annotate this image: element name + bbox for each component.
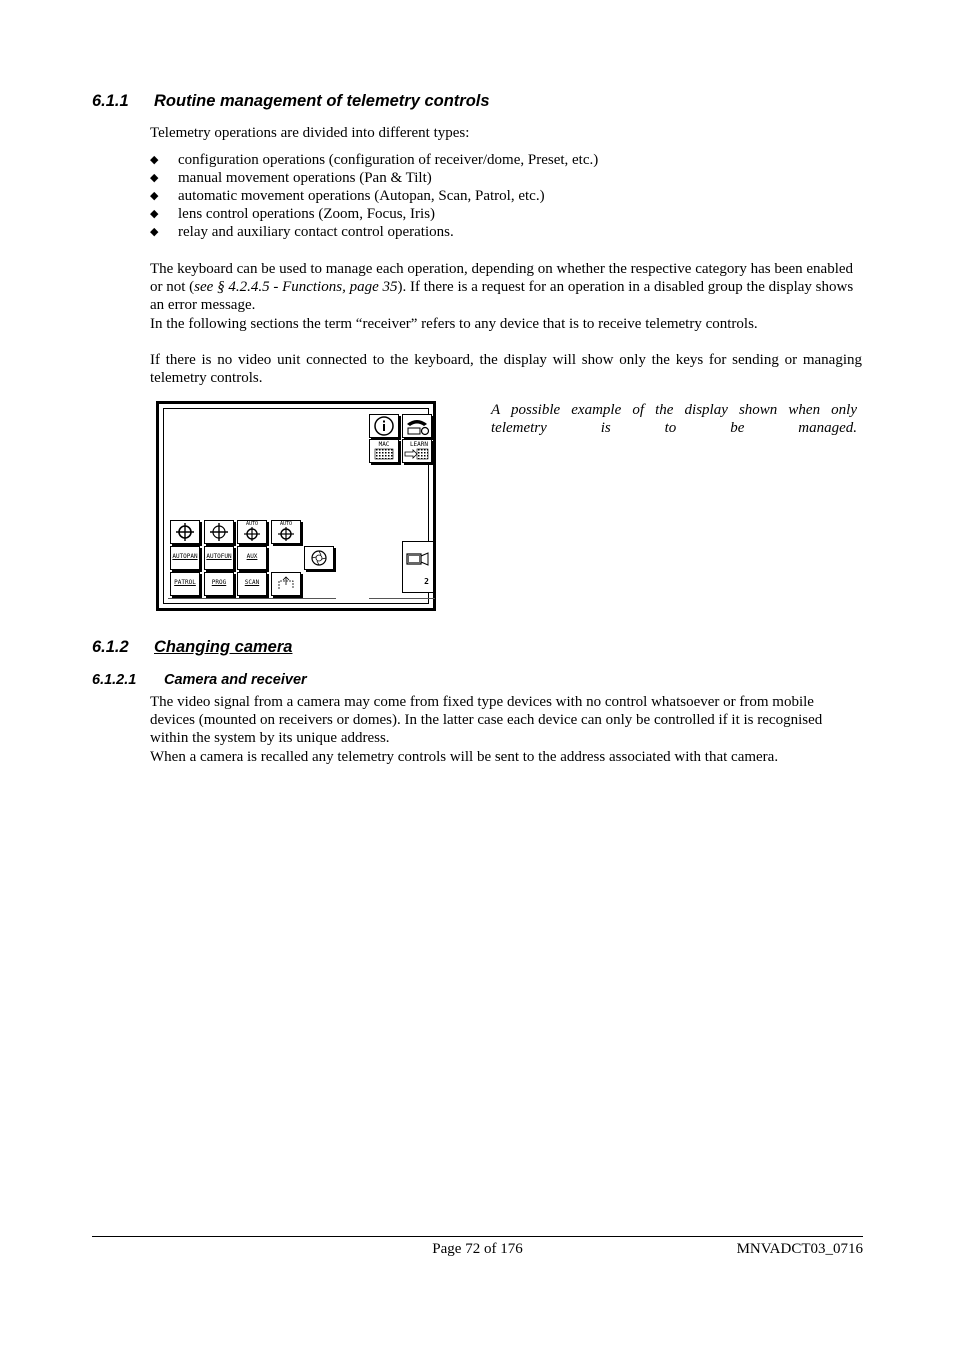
- diamond-bullet-icon: ◆: [150, 226, 159, 238]
- camera-icon: [403, 542, 433, 572]
- autofocus-button[interactable]: AUTOFUN: [204, 546, 234, 570]
- intro-text: Telemetry operations are divided into different types:: [150, 125, 470, 141]
- list-item: ◆ manual movement operations (Pan & Tilt): [150, 170, 432, 186]
- diamond-bullet-icon: ◆: [150, 172, 159, 184]
- paragraph-camera-recall: When a camera is recalled any telemetry controls will be sent to the address associated with that camera.: [150, 749, 779, 765]
- paragraph-no-video: If there is no video unit connected to the keyboard, the display will show only the keys for sending or managing telemetry controls.: [150, 352, 862, 386]
- section-title: Changing camera: [154, 638, 293, 656]
- camera-number: 2: [424, 577, 429, 586]
- section-6-1-1-heading: [92, 92, 490, 110]
- crosshair-icon: [171, 521, 199, 543]
- paragraph-video-signal: The video signal from a camera may come from fixed type devices with no control whatsoever or from mobile devices (mounted on receivers or domes). In the latter case each device can only be controlled if it is recognised within the system by its unique address.: [150, 694, 823, 746]
- cross-reference: see § 4.2.4.5 - Functions, page 35: [194, 279, 398, 295]
- list-item: ◆ lens control operations (Zoom, Focus, Iris): [150, 206, 436, 222]
- auto-pan-tilt-button[interactable]: AUTO: [237, 520, 267, 544]
- list-item: ◆ relay and auxiliary contact control operations.: [150, 224, 454, 240]
- diamond-bullet-icon: ◆: [150, 154, 159, 166]
- status-line-right: [369, 598, 435, 599]
- aux-button[interactable]: AUX: [237, 546, 267, 570]
- relay-button[interactable]: [271, 572, 301, 596]
- crosshair-icon: [205, 521, 233, 543]
- mac-button[interactable]: MAC: [369, 439, 399, 463]
- paragraph-keyboard: The keyboard can be used to manage each operation, depending on whether the respective category has been enabled or not (see § 4.2.4.5 - Functions, page 35). If there is a request for an operation in a disabled group the display shows an error message.: [150, 261, 854, 313]
- auto-pan-tilt-2-button[interactable]: AUTO: [271, 520, 301, 544]
- display-screen: [163, 408, 429, 604]
- camera-key[interactable]: [402, 541, 434, 593]
- paragraph-receiver-term: In the following sections the term “receiver” refers to any device that is to receive telemetry controls.: [150, 316, 758, 332]
- list-item: ◆ automatic movement operations (Autopan, Scan, Patrol, etc.): [150, 188, 545, 204]
- scan-button[interactable]: SCAN: [237, 572, 267, 596]
- display-mockup: [156, 401, 436, 611]
- diamond-bullet-icon: ◆: [150, 190, 159, 202]
- page-number: Page 72 of 176: [432, 1241, 523, 1257]
- footer-rule: [92, 1236, 863, 1237]
- macro-pattern-icon: [370, 440, 398, 462]
- section-title: Camera and receiver: [164, 672, 307, 688]
- learn-arrow-icon: [403, 440, 431, 462]
- section-number: 6.1.2: [92, 638, 129, 656]
- section-6-1-2-heading: [92, 638, 292, 656]
- section-number: 6.1.1: [92, 92, 129, 110]
- diamond-bullet-icon: ◆: [150, 208, 159, 220]
- pan-tilt-fine-button[interactable]: [204, 520, 234, 544]
- relay-icon: [272, 573, 300, 595]
- section-title: Routine management of telemetry controls: [154, 92, 490, 110]
- crosshair-icon: [238, 521, 266, 543]
- section-number: 6.1.2.1: [92, 672, 137, 688]
- info-button[interactable]: [369, 414, 399, 438]
- info-icon: [370, 415, 398, 437]
- operation-types-list: [150, 151, 862, 241]
- aperture-icon: [305, 547, 333, 569]
- iris-button[interactable]: [304, 546, 334, 570]
- crosshair-icon: [272, 521, 300, 543]
- phone-gear-icon: [403, 415, 431, 437]
- pan-tilt-button[interactable]: [170, 520, 200, 544]
- autopan-button[interactable]: AUTOPAN: [170, 546, 200, 570]
- status-line-left: [168, 598, 336, 599]
- figure-caption: A possible example of the display shown when only telemetry is to be managed.: [491, 402, 857, 436]
- prog-button[interactable]: PROG: [204, 572, 234, 596]
- patrol-button[interactable]: PATROL: [170, 572, 200, 596]
- section-6-1-2-1-heading: [92, 671, 307, 689]
- document-code: MNVADCT03_0716: [736, 1241, 863, 1257]
- telemetry-settings-button[interactable]: [402, 414, 432, 438]
- learn-button[interactable]: LEARN: [402, 439, 432, 463]
- list-item: ◆ configuration operations (configuration of receiver/dome, Preset, etc.): [150, 152, 599, 168]
